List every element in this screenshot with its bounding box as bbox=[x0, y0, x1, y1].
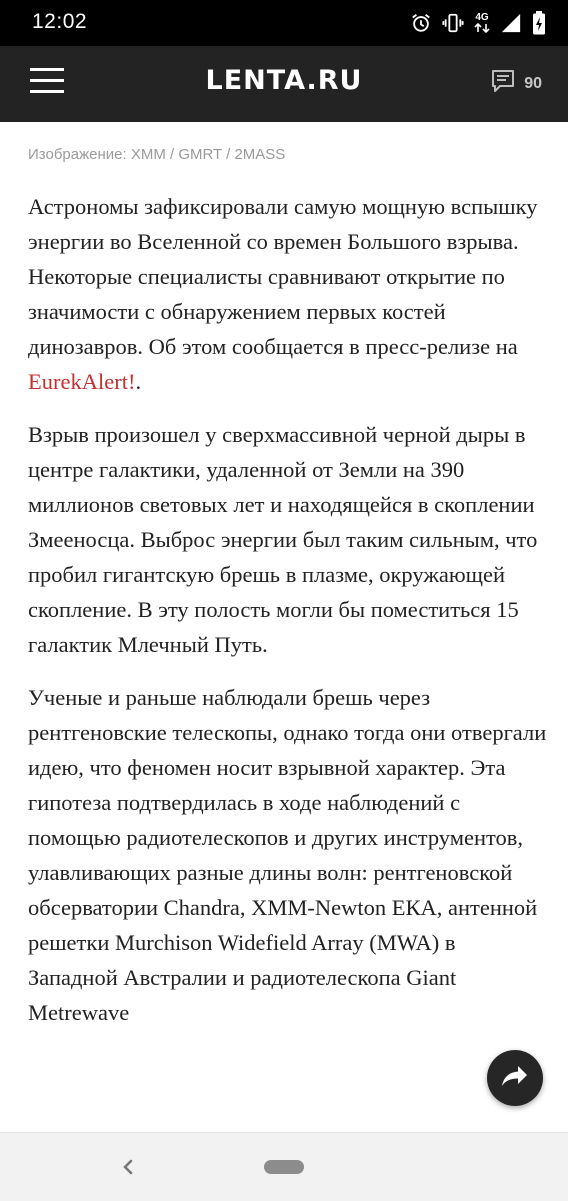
photo-credit: Изображение: XMM / GMRT / 2MASS bbox=[28, 146, 286, 163]
status-time: 12:02 bbox=[32, 10, 88, 33]
home-pill[interactable] bbox=[264, 1160, 304, 1174]
paragraph-end: . bbox=[135, 369, 142, 394]
network-label: 4G bbox=[475, 12, 489, 23]
site-logo[interactable]: LENTA.RU bbox=[205, 65, 363, 96]
app-header bbox=[0, 46, 568, 122]
comment-icon bbox=[490, 68, 516, 99]
battery-charging-icon bbox=[532, 11, 546, 35]
article-paragraph bbox=[28, 189, 548, 399]
comments-button[interactable] bbox=[490, 68, 542, 99]
network-4g-icon bbox=[474, 13, 490, 33]
status-bar bbox=[0, 0, 568, 46]
comments-count: 90 bbox=[524, 74, 542, 92]
share-icon bbox=[501, 1064, 529, 1093]
paragraph-text: Астрономы зафиксировали самую мощную вспышку энергии во Вселенной со времен Большого взрыва. Некоторые специалисты сравнивают открытие по значимости с обнаружением первых костей динозавров. Об этом сообщается в пресс-релизе на bbox=[28, 194, 538, 359]
article-paragraph: Взрыв произошел у сверхмассивной черной дыры в центре галактики, удаленной от Земли на 390 миллионов световых лет и находящейся в скоплении Змееносца. Выброс энергии был таким сильным, что пробил гигантскую брешь в плазме, окружающей скопление. В эту полость могли бы поместиться 15 галактик Млечный Путь. bbox=[28, 422, 538, 657]
article-content bbox=[28, 122, 548, 1030]
signal-icon bbox=[500, 12, 522, 34]
article-paragraph: Ученые и раньше наблюдали брешь через рентгеновские телескопы, однако тогда они отвергали идею, что феномен носит взрывной характер. Эта гипотеза подтвердилась в ходе наблюдений с помощью радиотелескопов и других инструментов, улавливающих разные длины волн: рентгеновской обсерватории Chandra, XMM-Newton ЕКА, антенной решетки Murchison Widefield Array (MWA) в Западной Австралии и радиотелескопа Giant Metrewave bbox=[28, 685, 547, 1025]
alarm-icon bbox=[410, 12, 432, 34]
share-button[interactable] bbox=[487, 1050, 543, 1106]
vibrate-icon bbox=[442, 12, 464, 34]
eurekalert-link[interactable]: EurekAlert! bbox=[28, 369, 136, 394]
back-icon[interactable] bbox=[116, 1153, 140, 1181]
system-nav-bar bbox=[0, 1132, 568, 1201]
status-icons bbox=[410, 8, 546, 38]
